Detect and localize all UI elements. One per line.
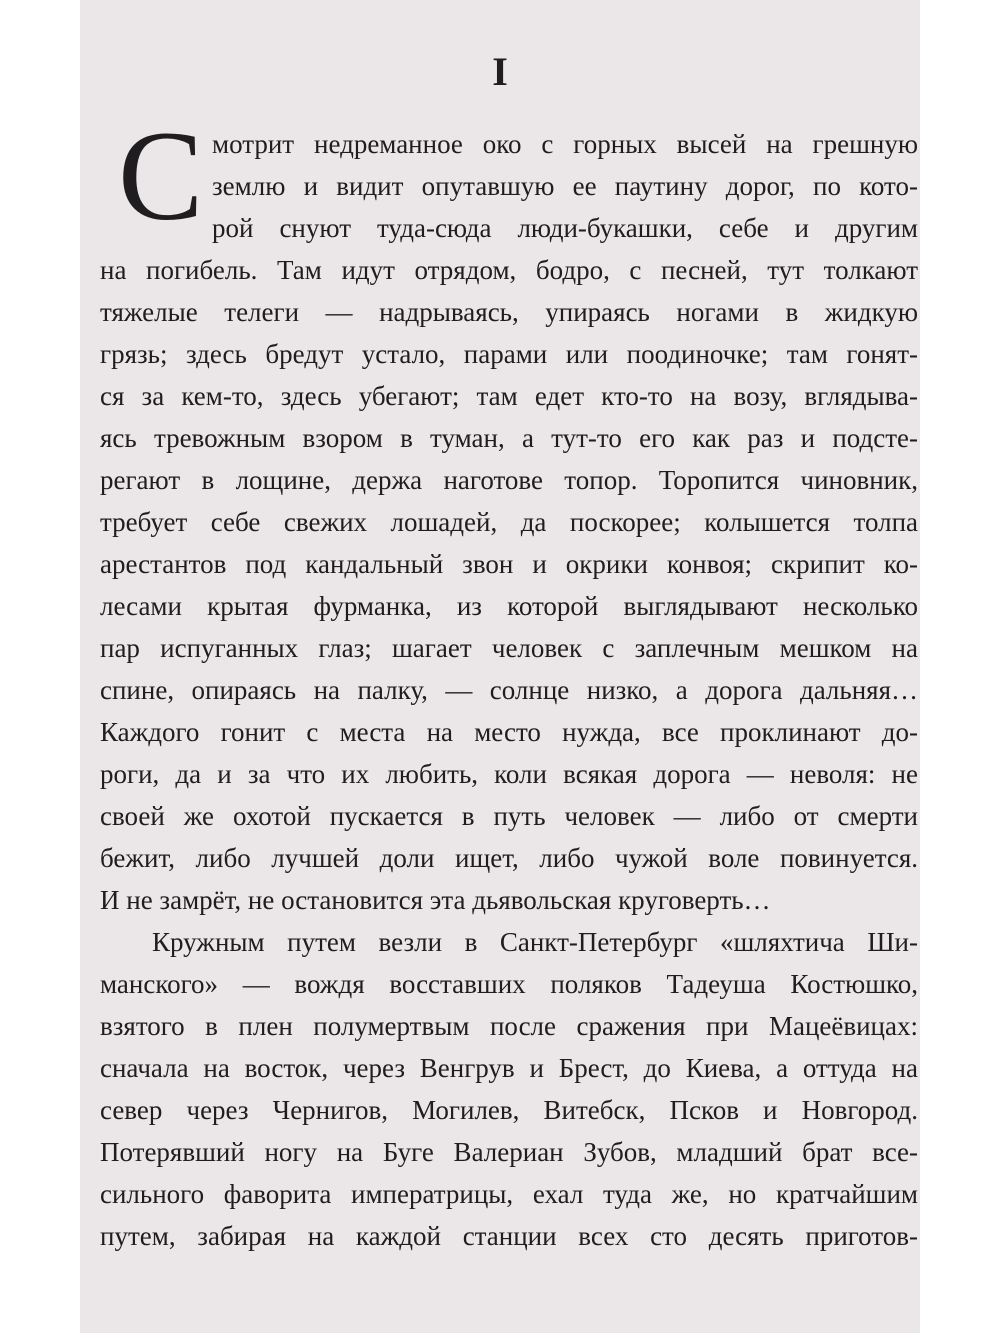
text-line: землю и видит опутавшую ее паутину дорог, по кото- bbox=[212, 171, 918, 201]
text-line: манского» — вождя восставших поляков Тадеуша Костюшко, bbox=[100, 969, 918, 999]
text-line: бежит, либо лучшей доли ищет, либо чужой воле повинуется. bbox=[100, 843, 918, 873]
chapter-heading: I bbox=[492, 49, 508, 94]
paragraph-1 bbox=[100, 0, 918, 1333]
text-line: на погибель. Там идут отрядом, бодро, с песней, тут толкают bbox=[100, 255, 918, 285]
text-line: лесами крытая фурманка, из которой выглядывают несколько bbox=[100, 591, 918, 621]
book-page bbox=[80, 0, 920, 1333]
text-line: Кружным путем везли в Санкт-Петербург «шляхтича Ши- bbox=[152, 927, 918, 957]
text-line: Потерявший ногу на Буге Валериан Зубов, младший брат все- bbox=[100, 1137, 918, 1167]
text-line: взятого в плен полумертвым после сражения при Мацеёвицах: bbox=[100, 1011, 918, 1041]
text-line: арестантов под кандальный звон и окрики конвоя; скрипит ко- bbox=[100, 549, 918, 579]
text-line: сначала на восток, через Венгрув и Брест, до Киева, а оттуда на bbox=[100, 1053, 918, 1083]
text-line: своей же охотой пускается в путь человек — либо от смерти bbox=[100, 801, 918, 831]
text-line: Каждого гонит с места на место нужда, все проклинают до- bbox=[100, 717, 918, 747]
drop-cap: С bbox=[118, 105, 204, 247]
text-line: север через Чернигов, Могилев, Витебск, Псков и Новгород. bbox=[100, 1095, 918, 1125]
text-line: регают в лощине, держа наготове топор. Торопится чиновник, bbox=[100, 465, 918, 495]
text-line: требует себе свежих лошадей, да поскорее; колышется толпа bbox=[100, 507, 918, 537]
text-line: рой снуют туда-сюда люди-букашки, себе и другим bbox=[212, 213, 918, 243]
text-line: роги, да и за что их любить, коли всякая дорога — неволя: не bbox=[100, 759, 918, 789]
text-line: путем, забирая на каждой станции всех сто десять приготов- bbox=[100, 1221, 918, 1251]
text-line: ясь тревожным взором в туман, а тут-то его как раз и подсте- bbox=[100, 423, 918, 453]
text-line: спине, опираясь на палку, — солнце низко, а дорога дальняя… bbox=[100, 675, 918, 705]
text-line: пар испуганных глаз; шагает человек с заплечным мешком на bbox=[100, 633, 918, 663]
text-line: тяжелые телеги — надрываясь, упираясь ногами в жидкую bbox=[100, 297, 918, 327]
text-line: И не замрёт, не остановится эта дьявольская круговерть… bbox=[100, 885, 771, 915]
text-line: ся за кем-то, здесь убегают; там едет кто-то на возу, вглядыва- bbox=[100, 381, 918, 411]
text-line: мотрит недреманное око с горных высей на грешную bbox=[212, 129, 918, 159]
text-line: сильного фаворита императрицы, ехал туда же, но кратчайшим bbox=[100, 1179, 918, 1209]
text-line: грязь; здесь бредут устало, парами или поодиночке; там гонят- bbox=[100, 339, 918, 369]
